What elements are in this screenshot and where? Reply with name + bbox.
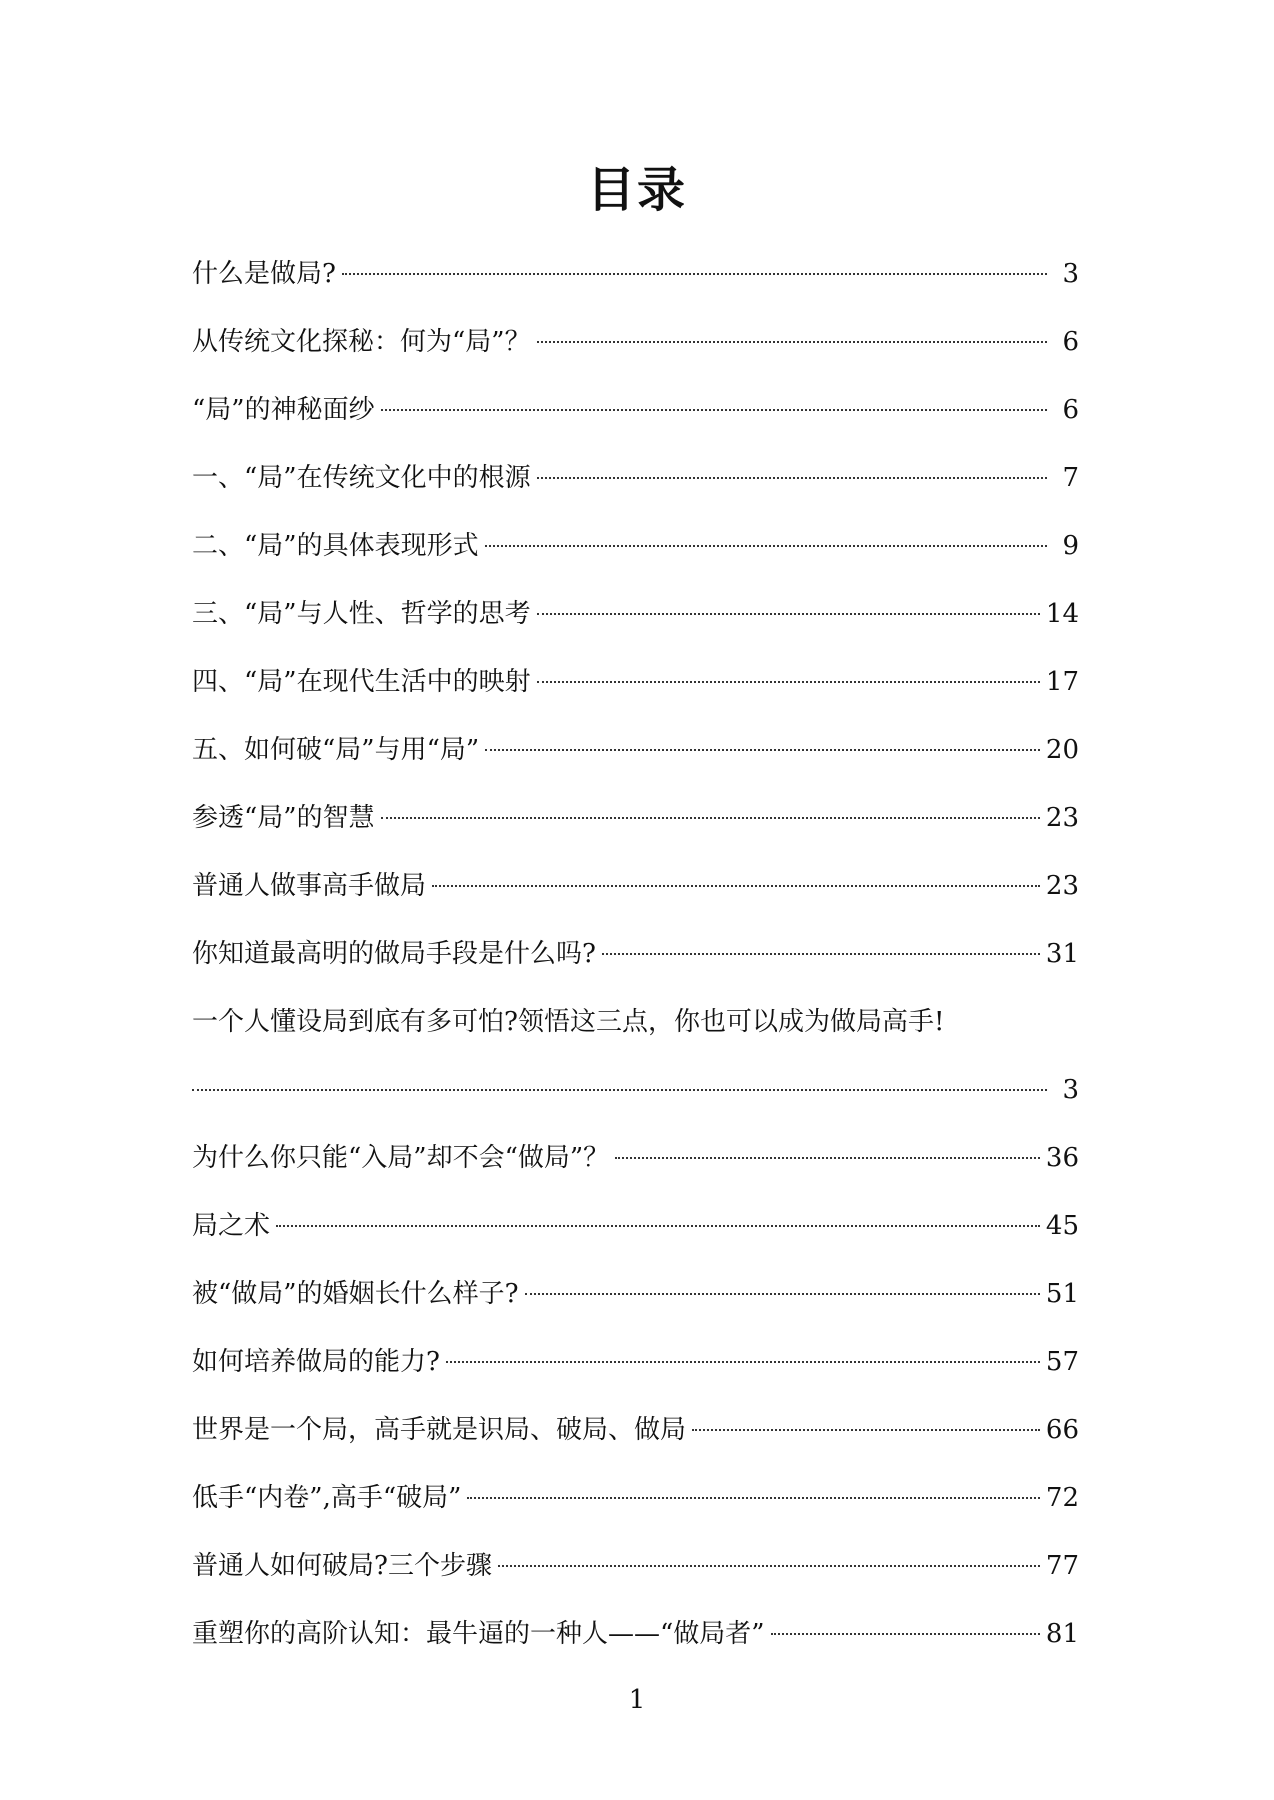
toc-entry-page: 51 [1045, 1279, 1079, 1309]
toc-entry-page: 36 [1045, 1143, 1079, 1173]
toc-entry-page: 20 [1045, 735, 1079, 765]
dot-leader [276, 1225, 1040, 1227]
dot-leader [537, 613, 1040, 615]
dot-leader [485, 545, 1047, 547]
toc-entry[interactable] [192, 390, 1079, 458]
toc-entry-page: 31 [1045, 939, 1079, 969]
toc-entry[interactable] [192, 1614, 1079, 1682]
toc-entry-label: 被“做局”的婚姻长什么样子? [192, 1279, 519, 1309]
toc-entry-label: 为什么你只能“入局”却不会“做局”？ [192, 1143, 610, 1173]
dot-leader [537, 477, 1047, 479]
toc-entry-page: 3 [1062, 259, 1079, 289]
toc-entry-page: 6 [1062, 395, 1079, 425]
dot-leader [615, 1157, 1040, 1159]
toc-entry-label: 重塑你的高阶认知：最牛逼的一种人——“做局者” [192, 1619, 765, 1649]
toc-entry-page: 23 [1045, 871, 1079, 901]
toc-entry-label: 二、“局”的具体表现形式 [192, 531, 479, 561]
dot-leader [381, 409, 1047, 411]
dot-leader [771, 1633, 1040, 1635]
toc-entry-page: 81 [1045, 1619, 1079, 1649]
toc-entry[interactable] [192, 662, 1079, 730]
toc-entry[interactable] [192, 322, 1079, 390]
toc-entry[interactable] [192, 1138, 1079, 1206]
toc-entry[interactable] [192, 866, 1079, 934]
toc-entry-continuation[interactable] [192, 1070, 1079, 1138]
toc-entry[interactable] [192, 254, 1079, 322]
toc-entry-page: 23 [1045, 803, 1079, 833]
dot-leader [446, 1361, 1040, 1363]
toc-entry[interactable] [192, 1274, 1079, 1342]
dot-leader [485, 749, 1040, 751]
toc-entry-label: 普通人如何破局?三个步骤 [192, 1551, 492, 1581]
toc-entry-page: 14 [1045, 599, 1079, 629]
toc-entry[interactable] [192, 526, 1079, 594]
toc-title: 目录 [586, 162, 687, 218]
toc-entry-label: 从传统文化探秘：何为“局”？ [192, 327, 531, 357]
toc-entry[interactable] [192, 1206, 1079, 1274]
dot-leader [525, 1293, 1040, 1295]
dot-leader [467, 1497, 1039, 1499]
dot-leader [692, 1429, 1040, 1431]
toc-entry-label: 局之术 [192, 1211, 271, 1241]
toc-entry-page: 3 [1062, 1075, 1079, 1105]
toc-entry[interactable] [192, 458, 1079, 526]
toc-entry[interactable] [192, 934, 1079, 1002]
toc-entry[interactable] [192, 730, 1079, 798]
toc-entry-label: 五、如何破“局”与用“局” [192, 735, 480, 765]
dot-leader [192, 1089, 1047, 1091]
toc-entry-label: 四、“局”在现代生活中的映射 [192, 667, 531, 697]
dot-leader [432, 885, 1040, 887]
dot-leader [498, 1565, 1040, 1567]
toc-entry-label: 你知道最高明的做局手段是什么吗? [192, 939, 596, 969]
toc-entry-label: 参透“局”的智慧 [192, 803, 375, 833]
toc-entry-label: 三、“局”与人性、哲学的思考 [192, 599, 531, 629]
toc-entry[interactable] [192, 1546, 1079, 1614]
toc-entry[interactable] [192, 1478, 1079, 1546]
toc-entry-page: 7 [1062, 463, 1079, 493]
toc-list [192, 254, 1079, 1682]
dot-leader [342, 273, 1047, 275]
toc-entry-page: 45 [1045, 1211, 1079, 1241]
toc-entry-label: 一、“局”在传统文化中的根源 [192, 463, 531, 493]
toc-entry-label: 世界是一个局，高手就是识局、破局、做局 [192, 1415, 687, 1445]
toc-entry-page: 17 [1045, 667, 1079, 697]
toc-entry-label: 低手“内卷”,高手“破局” [192, 1483, 462, 1513]
toc-entry-page: 9 [1062, 531, 1079, 561]
toc-entry[interactable] [192, 798, 1079, 866]
toc-entry-label: 如何培养做局的能力? [192, 1347, 440, 1377]
dot-leader [537, 681, 1040, 683]
toc-entry-page: 6 [1062, 327, 1079, 357]
toc-entry-page: 72 [1045, 1483, 1079, 1513]
dot-leader [537, 341, 1047, 343]
toc-entry-page: 57 [1045, 1347, 1079, 1377]
toc-entry-label: 什么是做局? [192, 259, 336, 289]
dot-leader [381, 817, 1040, 819]
toc-entry-label: “局”的神秘面纱 [192, 395, 375, 425]
toc-entry[interactable] [192, 1002, 1079, 1070]
toc-entry-label: 一个人懂设局到底有多可怕?领悟这三点，你也可以成为做局高手! [192, 1007, 945, 1037]
toc-entry-page: 77 [1045, 1551, 1079, 1581]
toc-entry[interactable] [192, 1342, 1079, 1410]
dot-leader [602, 953, 1040, 955]
page-number: 1 [628, 1685, 646, 1715]
toc-entry[interactable] [192, 594, 1079, 662]
toc-entry-page: 66 [1045, 1415, 1079, 1445]
toc-entry-label: 普通人做事高手做局 [192, 871, 427, 901]
toc-entry[interactable] [192, 1410, 1079, 1478]
